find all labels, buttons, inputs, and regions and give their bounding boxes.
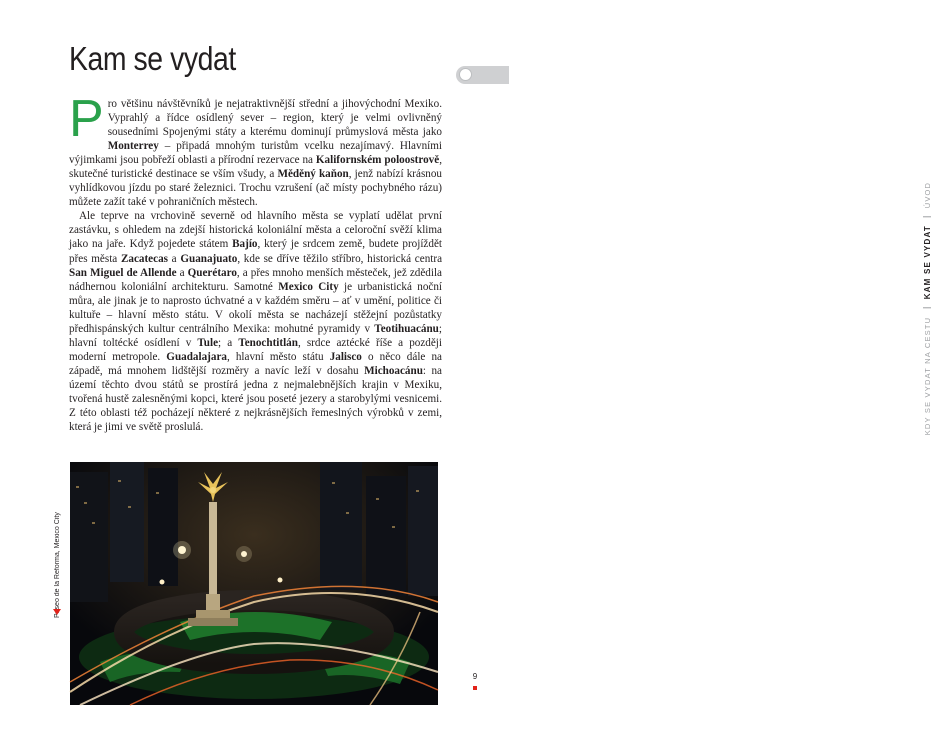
nav-item-kam-se-vydat[interactable]: KAM SE VYDAT: [923, 225, 932, 300]
nav-item-uvod[interactable]: ÚVOD: [923, 182, 932, 209]
bold-term: San Miguel de Allende: [69, 266, 177, 279]
section-nav: [461, 90, 932, 436]
tab-circle-icon: [459, 68, 472, 81]
text-run: : na území těchto dvou států se prostírá jedna z nejmalebnějších krajin v Mexiku, tvořená hustě zalesněnými kopci, které jsou poseté jezery a starobylými vesnicemi. Z této oblasti též pocházejí některé z nejkrásnějších řemeslných výrobků v zemi, která je jimi ve světě proslulá.: [69, 364, 442, 434]
bold-term: Teotihuacánu: [374, 322, 439, 335]
text-run: ; hlavní toltécké osídlení v: [69, 322, 442, 349]
text-run: a: [176, 266, 188, 279]
city-night-photo: [70, 462, 438, 705]
bold-term: Bajío: [232, 238, 258, 251]
bold-term: Guanajuato: [180, 252, 238, 265]
bold-term: Jalisco: [329, 350, 362, 363]
photo-caption: Paseo de la Reforma, Mexico City: [54, 512, 61, 618]
bold-term: Guadalajara: [166, 350, 227, 363]
page-number: 9: [472, 672, 478, 681]
bold-term: Zacatecas: [120, 252, 168, 265]
page-marker: [473, 686, 477, 690]
bold-term: Monterrey: [107, 140, 159, 153]
nav-item-kdy-se-vydat[interactable]: KDY SE VYDAT NA CESTU: [923, 316, 932, 436]
text-run: , hlavní město státu: [226, 350, 330, 363]
dropcap: P: [69, 90, 104, 148]
page-title: Kam se vydat: [69, 40, 236, 77]
text-run: – připadá mnohým turistům vcelku nezajímavý. Hlavními výjimkami jsou pobřeží oblasti a přírodní rezervace na: [69, 140, 442, 167]
text-run: a: [167, 252, 181, 265]
angel-of-independence-photo: [70, 462, 438, 705]
text-run: , a přes mnoho menších městeček, jež zdědila nádhernou koloniální architekturu. Samotné: [69, 266, 443, 293]
text-run: Ale teprve na vrchovině severně od hlavního města se vyplatí udělat první zastávku, s ohledem na zdejší historická koloniální města a celoroční svěží klima jako na jaře. Když pojedete státem: [69, 210, 442, 251]
bold-term: Michoacánu: [364, 364, 423, 377]
text-run: ro většinu návštěvníků je nejatraktivnější střední a jihovýchodní Mexiko. Vyprahlý a řídce osídlený sever – region, který je velmi ovlivněný sousedními Spojenými státy a kterému dominují průmyslová města jako: [107, 98, 442, 139]
bold-term: Tenochtitlán: [238, 336, 298, 349]
text-run: , který je srdcem země, budete projíždět přes města: [69, 238, 442, 265]
nav-divider: [924, 308, 932, 309]
article-body: [69, 90, 443, 434]
bold-term: Měděný kaňon: [277, 168, 349, 181]
nav-divider: [924, 216, 932, 217]
bold-term: Tule: [197, 336, 219, 349]
section-nav-list: [923, 182, 932, 435]
text-run: , srdce aztécké říše a později moderní metropole.: [69, 336, 442, 363]
text-run: , jenž nabízí krásnou vyhlídkovou jízdu po staré železnici. Trochu vzrušení (ač místy pochybného rázu) můžete zažít také v pohraničních městech.: [69, 168, 442, 209]
text-run: o něco dále na západě, má mnohem lidštější rozměry a navíc leží v dosahu: [69, 350, 442, 377]
article-paragraph-1: [69, 90, 442, 209]
article-paragraph-2: [69, 209, 442, 434]
text-run: , kde se dříve těžilo stříbro, historická centra: [237, 252, 443, 265]
bold-term: Kalifornském poloostrově: [315, 154, 440, 167]
text-run: ; a: [218, 336, 239, 349]
bold-term: Querétaro: [187, 266, 237, 279]
text-run: , skutečné turistické destinace se vším všudy, a: [69, 154, 442, 181]
bold-term: Mexico City: [278, 280, 339, 293]
caption-arrow-icon: [53, 609, 61, 615]
text-run: je urbanistická noční můra, ale jinak je to naprosto úchvatné a v každém směru – ať v umění, politice či kultuře – hlavní město státu. V okolí města se nacházejí stěžejní pozůstatky předhispánských kultur centrálního Mexika: mohutné pyramidy v: [69, 280, 443, 335]
